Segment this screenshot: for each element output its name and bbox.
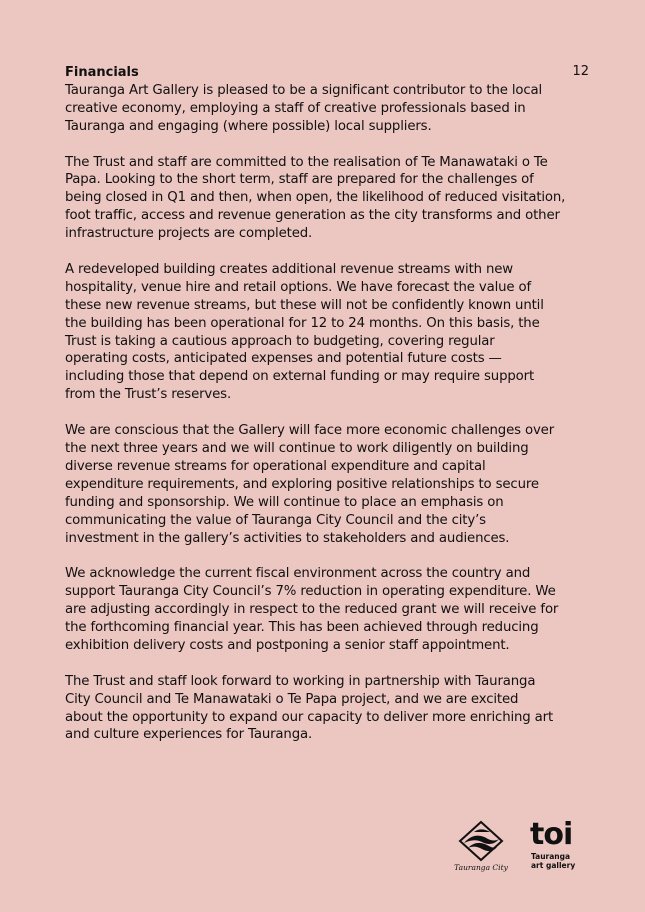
financials-section [65, 64, 590, 762]
gallery-subtitle [531, 853, 575, 870]
text-line: and culture experiences for Tauranga. [65, 727, 313, 743]
paragraph-5 [65, 565, 590, 655]
toi-wordmark: toi [530, 817, 573, 852]
paragraph-3 [65, 261, 590, 404]
text-line: are adjusting accordingly in respect to the reduced grant we will receive for [65, 602, 559, 618]
text-line: operating costs, anticipated expenses and potential future costs — [65, 351, 502, 367]
text-line: these new revenue streams, but these will not be confidently known until [65, 297, 544, 313]
text-line: investment in the gallery’s activities to stakeholders and audiences. [65, 530, 510, 546]
text-line: A redeveloped building creates additional revenue streams with new [65, 261, 514, 277]
text-line: foot traffic, access and revenue generation as the city transforms and other [65, 208, 560, 224]
text-line: support Tauranga City Council’s 7% reduction in operating expenditure. We [65, 584, 556, 600]
tauranga-city-mark-icon [458, 820, 504, 862]
tauranga-city-logo [450, 820, 512, 876]
page-number: 12 [572, 64, 589, 79]
paragraph-4 [65, 422, 590, 547]
paragraph-2 [65, 154, 590, 244]
text-line: We acknowledge the current fiscal environment across the country and [65, 566, 531, 582]
gallery-subtitle-line: art gallery [531, 860, 576, 870]
text-line: funding and sponsorship. We will continue to place an emphasis on [65, 494, 504, 510]
paragraph-1 [65, 82, 590, 136]
text-line: the next three years and we will continue to work diligently on building [65, 440, 529, 456]
section-heading: Financials [65, 65, 139, 80]
text-line: The Trust and staff are committed to the realisation of Te Manawataki o Te [65, 154, 548, 170]
text-line: City Council and Te Manawataki o Te Papa project, and we are excited [65, 691, 519, 707]
text-line: We are conscious that the Gallery will face more economic challenges over [65, 423, 555, 439]
text-line: the forthcoming financial year. This has been achieved through reducing [65, 620, 539, 636]
text-line: being closed in Q1 and then, when open, the likelihood of reduced visitation, [65, 190, 566, 206]
text-line: including those that depend on external funding or may require support [65, 369, 535, 385]
tauranga-city-wordmark: Tauranga City [454, 863, 508, 872]
text-line: from the Trust’s reserves. [65, 387, 232, 403]
gallery-subtitle-line: Tauranga [531, 852, 571, 861]
text-line: Papa. Looking to the short term, staff are prepared for the challenges of [65, 172, 534, 188]
text-line: infrastructure projects are completed. [65, 226, 313, 242]
paragraph-6 [65, 673, 590, 745]
text-line: expenditure requirements, and exploring positive relationships to secure [65, 476, 539, 492]
tauranga-art-gallery-logo [530, 817, 590, 876]
footer-logos [450, 817, 590, 880]
text-line: Trust is taking a cautious approach to budgeting, covering regular [65, 333, 495, 349]
text-line: exhibition delivery costs and postponing a senior staff appointment. [65, 637, 510, 653]
text-line: diverse revenue streams for operational expenditure and capital [65, 458, 486, 474]
text-line: the building has been operational for 12 to 24 months. On this basis, the [65, 315, 540, 331]
text-line: Tauranga Art Gallery is pleased to be a significant contributor to the local [65, 82, 543, 98]
text-line: The Trust and staff look forward to working in partnership with Tauranga [65, 673, 536, 689]
text-line: creative economy, employing a staff of creative professionals based in [65, 100, 526, 116]
text-line: about the opportunity to expand our capacity to deliver more enriching art [65, 709, 554, 725]
text-line: communicating the value of Tauranga City Council and the city’s [65, 512, 486, 528]
text-line: hospitality, venue hire and retail options. We have forecast the value of [65, 279, 532, 295]
text-line: Tauranga and engaging (where possible) local suppliers. [65, 118, 432, 134]
